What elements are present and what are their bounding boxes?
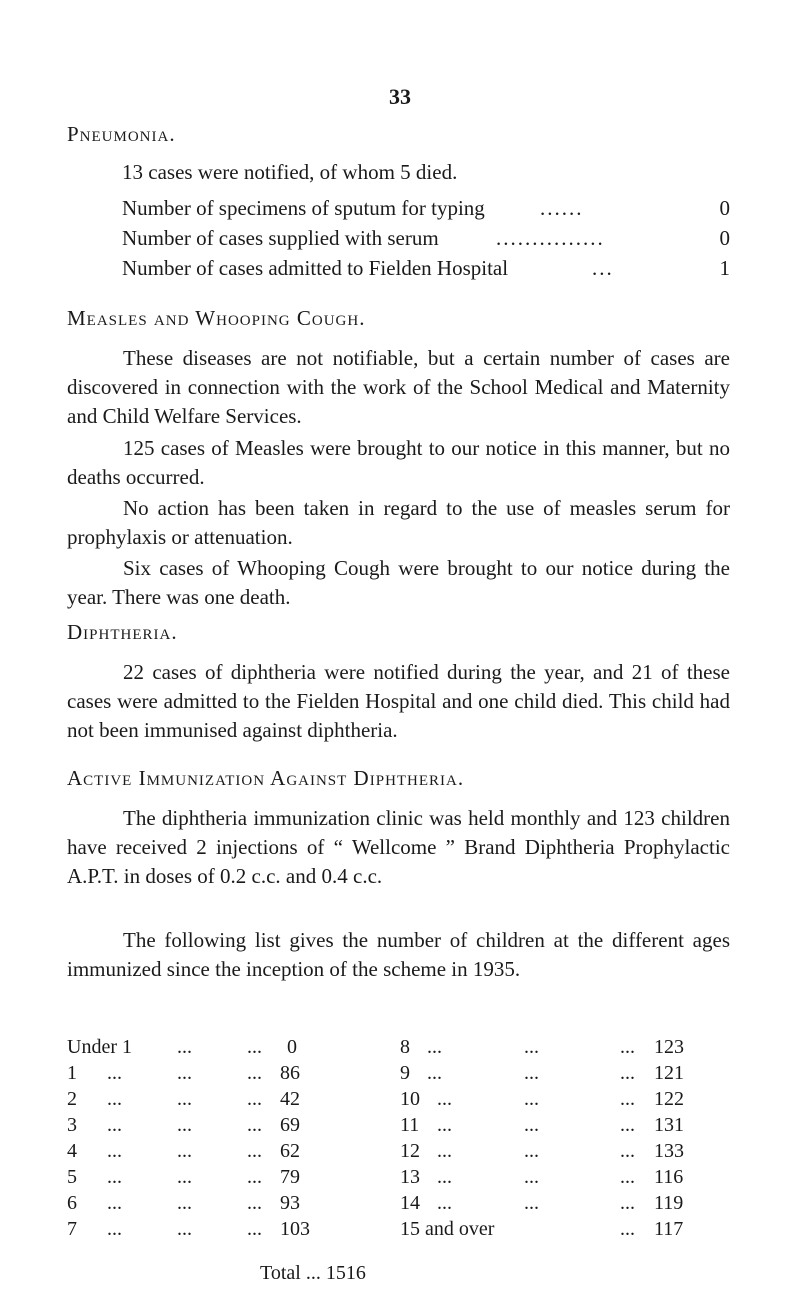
leader-dots: ... (247, 1218, 262, 1240)
leader-dots: ... (177, 1166, 192, 1188)
measles-paragraph-4: Six cases of Whooping Cough were brought to our notice during the year. There was one death. (67, 556, 730, 609)
table-row (67, 1062, 730, 1088)
list-item-label: Number of cases supplied with serum (122, 226, 439, 250)
table-row (67, 1218, 730, 1244)
leader-dots: ... (305, 1262, 321, 1284)
diphtheria-paragraph: 22 cases of diphtheria were notified during the year, and 21 of these cases were admitted to the Fielden Hospital and one child died. This child had not been immunised against diphtheria. (67, 660, 730, 742)
age-count: 42 (280, 1088, 300, 1110)
leader-dots: ... (620, 1140, 635, 1162)
leader-dots: ...... (540, 196, 584, 220)
age-count: 121 (654, 1062, 684, 1084)
leader-dots: ... (107, 1088, 122, 1110)
age-label: 14 (400, 1192, 420, 1214)
leader-dots: ............... (496, 226, 605, 250)
age-count: 119 (654, 1192, 684, 1214)
age-count: 79 (280, 1166, 300, 1188)
leader-dots: ... (177, 1192, 192, 1214)
age-label: 6 (67, 1192, 77, 1214)
table-row (67, 1140, 730, 1166)
age-label: 7 (67, 1218, 77, 1240)
leader-dots: ... (107, 1218, 122, 1240)
leader-dots: ... (107, 1192, 122, 1214)
age-label: 4 (67, 1140, 77, 1162)
age-label: 2 (67, 1088, 77, 1110)
leader-dots: ... (177, 1140, 192, 1162)
table-row (67, 1166, 730, 1192)
leader-dots: ... (437, 1140, 452, 1162)
age-label: 9 (400, 1062, 410, 1084)
age-count: 0 (287, 1036, 297, 1058)
leader-dots: ... (620, 1114, 635, 1136)
age-count: 62 (280, 1140, 300, 1162)
measles-paragraph-2: 125 cases of Measles were brought to our notice in this manner, but no deaths occurred. (67, 436, 730, 489)
table-row (67, 1036, 730, 1062)
list-item (122, 196, 730, 225)
table-row (67, 1192, 730, 1218)
leader-dots: ... (107, 1166, 122, 1188)
leader-dots: ... (247, 1166, 262, 1188)
list-item-value: 0 (719, 226, 730, 250)
pneumonia-intro: 13 cases were notified, of whom 5 died. (122, 160, 458, 184)
leader-dots: ... (524, 1036, 539, 1058)
list-item-value: 0 (719, 196, 730, 220)
immunization-paragraph-1: The diphtheria immunization clinic was held monthly and 123 children have received 2 injections of “ Wellcome ” Brand Diphtheria Prophylactic A.P.T. in doses of 0.2 c.c. and 0.4 c.c. (67, 806, 730, 888)
leader-dots: ... (524, 1088, 539, 1110)
measles-heading: Measles and Whooping Cough. (67, 306, 366, 330)
age-label: Under 1 (67, 1036, 132, 1058)
leader-dots: ... (620, 1166, 635, 1188)
leader-dots: ... (524, 1140, 539, 1162)
leader-dots: ... (524, 1166, 539, 1188)
leader-dots: ... (524, 1114, 539, 1136)
list-item-label: Number of cases admitted to Fielden Hospital (122, 256, 509, 280)
leader-dots: ... (524, 1192, 539, 1214)
age-label: 13 (400, 1166, 420, 1188)
leader-dots: ... (247, 1088, 262, 1110)
age-label: 8 (400, 1036, 410, 1058)
age-count: 86 (280, 1062, 300, 1084)
immunization-paragraph-2: The following list gives the number of children at the different ages immunized since the inception of the scheme in 1935. (67, 928, 730, 981)
leader-dots: ... (247, 1062, 262, 1084)
leader-dots: ... (107, 1114, 122, 1136)
table-row (67, 1088, 730, 1114)
age-count: 117 (654, 1218, 684, 1240)
leader-dots: ... (247, 1114, 262, 1136)
age-count: 133 (654, 1140, 684, 1162)
list-item (122, 256, 730, 285)
age-label: 10 (400, 1088, 420, 1110)
age-count: 123 (654, 1036, 684, 1058)
leader-dots: ... (247, 1036, 262, 1058)
age-label: 12 (400, 1140, 420, 1162)
immunization-heading: Active Immunization Against Diphtheria. (67, 766, 465, 790)
leader-dots: ... (247, 1140, 262, 1162)
leader-dots: ... (620, 1218, 635, 1240)
age-label: 5 (67, 1166, 77, 1188)
list-item-value: 1 (719, 256, 730, 280)
age-label: 3 (67, 1114, 77, 1136)
leader-dots: ... (177, 1036, 192, 1058)
leader-dots: ... (427, 1036, 442, 1058)
list-item (122, 226, 730, 255)
leader-dots: ... (437, 1166, 452, 1188)
leader-dots: ... (437, 1088, 452, 1110)
pneumonia-heading: Pneumonia. (67, 122, 176, 146)
age-count: 116 (654, 1166, 684, 1188)
leader-dots: ... (247, 1192, 262, 1214)
leader-dots: ... (177, 1218, 192, 1240)
leader-dots: ... (620, 1088, 635, 1110)
leader-dots: ... (620, 1062, 635, 1084)
leader-dots: ... (177, 1062, 192, 1084)
age-label: 11 (400, 1114, 420, 1136)
age-label: 1 (67, 1062, 77, 1084)
leader-dots: ... (524, 1062, 539, 1084)
leader-dots: ... (177, 1088, 192, 1110)
list-item-label: Number of specimens of sputum for typing (122, 196, 485, 220)
measles-paragraph-1: These diseases are not notifiable, but a certain number of cases are discovered in connection with the work of the School Medical and Maternity and Child Welfare Services. (67, 346, 730, 428)
measles-paragraph-3: No action has been taken in regard to the use of measles serum for prophylaxis or attenuation. (67, 496, 730, 549)
leader-dots: ... (107, 1140, 122, 1162)
leader-dots: ... (177, 1114, 192, 1136)
diphtheria-heading: Diphtheria. (67, 620, 178, 644)
age-count: 103 (280, 1218, 310, 1240)
total-value: 1516 (325, 1262, 366, 1284)
table-row (67, 1114, 730, 1140)
page-number: 33 (389, 84, 411, 109)
leader-dots: ... (620, 1036, 635, 1058)
age-count: 122 (654, 1088, 684, 1110)
age-label: 15 and over (400, 1218, 495, 1240)
leader-dots: ... (620, 1192, 635, 1214)
total-label: Total (260, 1262, 301, 1284)
age-count: 69 (280, 1114, 300, 1136)
age-count: 93 (280, 1192, 300, 1214)
table-total (260, 1262, 366, 1285)
leader-dots: ... (107, 1062, 122, 1084)
leader-dots: ... (592, 256, 614, 280)
leader-dots: ... (437, 1192, 452, 1214)
age-count: 131 (654, 1114, 684, 1136)
leader-dots: ... (437, 1114, 452, 1136)
leader-dots: ... (427, 1062, 442, 1084)
